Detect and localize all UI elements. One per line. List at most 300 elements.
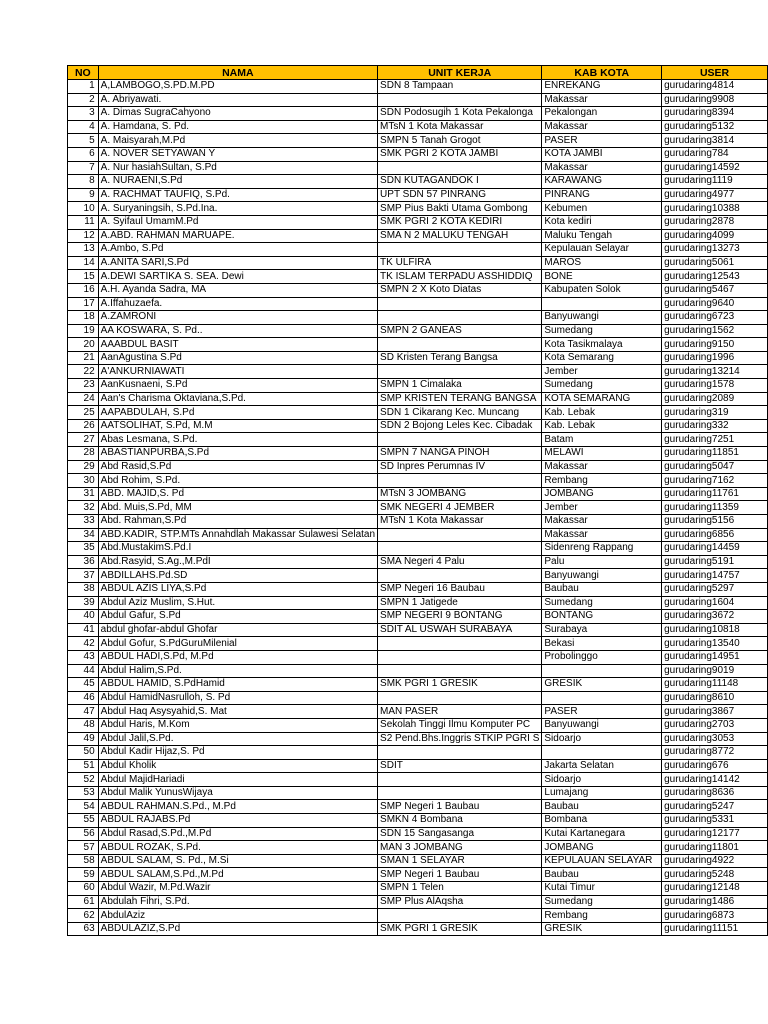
cell-no: 40 — [68, 610, 99, 624]
cell-no: 58 — [68, 854, 99, 868]
cell-no: 35 — [68, 542, 99, 556]
cell-user: gurudaring1578 — [662, 379, 768, 393]
cell-no: 55 — [68, 814, 99, 828]
cell-unit-kerja — [378, 161, 542, 175]
cell-user: gurudaring12177 — [662, 827, 768, 841]
header-kab-kota: KAB KOTA — [542, 66, 662, 80]
cell-no: 26 — [68, 419, 99, 433]
table-row — [68, 501, 768, 515]
cell-unit-kerja: MAN PASER — [378, 705, 542, 719]
cell-user: gurudaring11761 — [662, 487, 768, 501]
cell-nama: ABDUL SALAM, S. Pd., M.Si — [98, 854, 377, 868]
cell-kab-kota: MAROS — [542, 256, 662, 270]
cell-user: gurudaring5297 — [662, 582, 768, 596]
header-no: NO — [68, 66, 99, 80]
cell-user: gurudaring4977 — [662, 188, 768, 202]
table-row — [68, 351, 768, 365]
table-row — [68, 107, 768, 121]
cell-no: 22 — [68, 365, 99, 379]
cell-nama: A.H. Ayanda Sadra, MA — [98, 283, 377, 297]
cell-unit-kerja — [378, 746, 542, 760]
cell-no: 62 — [68, 909, 99, 923]
cell-no: 32 — [68, 501, 99, 515]
cell-kab-kota: KOTA SEMARANG — [542, 392, 662, 406]
cell-no: 15 — [68, 270, 99, 284]
cell-unit-kerja — [378, 338, 542, 352]
cell-nama: Abd. Rahman,S.Pd — [98, 515, 377, 529]
cell-nama: A.ZAMRONI — [98, 311, 377, 325]
cell-kab-kota: Lumajang — [542, 786, 662, 800]
cell-no: 31 — [68, 487, 99, 501]
cell-kab-kota: JOMBANG — [542, 487, 662, 501]
cell-kab-kota: Kepulauan Selayar — [542, 243, 662, 257]
cell-nama: Abd.Rasyid, S.Ag.,M.PdI — [98, 555, 377, 569]
cell-unit-kerja — [378, 474, 542, 488]
cell-nama: Abdul Haq Asysyahid,S. Mat — [98, 705, 377, 719]
table-row — [68, 297, 768, 311]
cell-no: 48 — [68, 718, 99, 732]
cell-user: gurudaring11851 — [662, 447, 768, 461]
cell-nama: A. Nur hasiahSultan, S.Pd — [98, 161, 377, 175]
cell-no: 9 — [68, 188, 99, 202]
cell-user: gurudaring14951 — [662, 650, 768, 664]
cell-unit-kerja: SMKN 4 Bombana — [378, 814, 542, 828]
cell-no: 7 — [68, 161, 99, 175]
cell-nama: Abdul Gafur, S.Pd — [98, 610, 377, 624]
cell-nama: A.DEWI SARTIKA S. SEA. Dewi — [98, 270, 377, 284]
table-row — [68, 229, 768, 243]
cell-user: gurudaring5248 — [662, 868, 768, 882]
cell-unit-kerja: SDIT AL USWAH SURABAYA — [378, 623, 542, 637]
cell-user: gurudaring8394 — [662, 107, 768, 121]
cell-no: 10 — [68, 202, 99, 216]
table-row — [68, 746, 768, 760]
table-row — [68, 854, 768, 868]
cell-nama: A.ANITA SARI,S.Pd — [98, 256, 377, 270]
cell-kab-kota: Makassar — [542, 120, 662, 134]
cell-kab-kota: PINRANG — [542, 188, 662, 202]
cell-kab-kota: Sumedang — [542, 596, 662, 610]
table-row — [68, 786, 768, 800]
cell-no: 11 — [68, 215, 99, 229]
cell-user: gurudaring10818 — [662, 623, 768, 637]
cell-no: 54 — [68, 800, 99, 814]
cell-kab-kota: Kota Semarang — [542, 351, 662, 365]
cell-user: gurudaring12148 — [662, 882, 768, 896]
cell-unit-kerja: SMPN 1 Telen — [378, 882, 542, 896]
cell-nama: ABASTIANPURBA,S.Pd — [98, 447, 377, 461]
cell-nama: A.Ambo, S.Pd — [98, 243, 377, 257]
cell-no: 14 — [68, 256, 99, 270]
cell-nama: A. RACHMAT TAUFIQ, S.Pd. — [98, 188, 377, 202]
cell-unit-kerja: SMP KRISTEN TERANG BANGSA — [378, 392, 542, 406]
cell-no: 36 — [68, 555, 99, 569]
cell-no: 3 — [68, 107, 99, 121]
cell-user: gurudaring9150 — [662, 338, 768, 352]
cell-no: 33 — [68, 515, 99, 529]
cell-unit-kerja — [378, 542, 542, 556]
cell-unit-kerja — [378, 243, 542, 257]
cell-no: 21 — [68, 351, 99, 365]
cell-user: gurudaring9908 — [662, 93, 768, 107]
cell-nama: A. NOVER SETYAWAN Y — [98, 147, 377, 161]
cell-user: gurudaring6723 — [662, 311, 768, 325]
table-row — [68, 909, 768, 923]
cell-user: gurudaring319 — [662, 406, 768, 420]
cell-nama: Abdul Rasad,S.Pd.,M.Pd — [98, 827, 377, 841]
cell-kab-kota: Makassar — [542, 161, 662, 175]
cell-no: 60 — [68, 882, 99, 896]
cell-user: gurudaring14757 — [662, 569, 768, 583]
cell-nama: Abdul Kadir Hijaz,S. Pd — [98, 746, 377, 760]
table-row — [68, 270, 768, 284]
cell-no: 27 — [68, 433, 99, 447]
cell-unit-kerja: S2 Pend.Bhs.Inggris STKIP PGRI S — [378, 732, 542, 746]
cell-no: 57 — [68, 841, 99, 855]
cell-kab-kota: GRESIK — [542, 922, 662, 936]
cell-kab-kota: Jember — [542, 365, 662, 379]
cell-kab-kota: Sumedang — [542, 379, 662, 393]
cell-nama: Abd.MustakimS.Pd.I — [98, 542, 377, 556]
cell-no: 46 — [68, 691, 99, 705]
cell-unit-kerja — [378, 311, 542, 325]
cell-unit-kerja — [378, 773, 542, 787]
cell-nama: A,LAMBOGO,S.PD.M.PD — [98, 80, 377, 94]
header-user: USER — [662, 66, 768, 80]
cell-no: 19 — [68, 324, 99, 338]
cell-nama: Aan's Charisma Oktaviana,S.Pd. — [98, 392, 377, 406]
table-row — [68, 447, 768, 461]
cell-unit-kerja — [378, 664, 542, 678]
cell-no: 28 — [68, 447, 99, 461]
table-row — [68, 528, 768, 542]
cell-user: gurudaring3053 — [662, 732, 768, 746]
cell-user: gurudaring14592 — [662, 161, 768, 175]
cell-no: 44 — [68, 664, 99, 678]
cell-unit-kerja — [378, 297, 542, 311]
table-row — [68, 161, 768, 175]
cell-user: gurudaring2089 — [662, 392, 768, 406]
cell-user: gurudaring4099 — [662, 229, 768, 243]
cell-unit-kerja: SDN 8 Tampaan — [378, 80, 542, 94]
cell-nama: Abas Lesmana, S.Pd. — [98, 433, 377, 447]
cell-no: 37 — [68, 569, 99, 583]
cell-unit-kerja: SMK PGRI 2 KOTA JAMBI — [378, 147, 542, 161]
teacher-table — [67, 65, 768, 936]
cell-kab-kota: Kab. Lebak — [542, 406, 662, 420]
table-row — [68, 610, 768, 624]
cell-no: 59 — [68, 868, 99, 882]
cell-no: 56 — [68, 827, 99, 841]
table-row — [68, 759, 768, 773]
cell-unit-kerja — [378, 433, 542, 447]
cell-unit-kerja — [378, 93, 542, 107]
cell-kab-kota: BONE — [542, 270, 662, 284]
cell-user: gurudaring1604 — [662, 596, 768, 610]
cell-unit-kerja: SMPN 7 NANGA PINOH — [378, 447, 542, 461]
cell-kab-kota: Kutai Timur — [542, 882, 662, 896]
table-row — [68, 922, 768, 936]
table-row — [68, 678, 768, 692]
cell-user: gurudaring5191 — [662, 555, 768, 569]
cell-nama: Abdul Wazir, M.Pd.Wazir — [98, 882, 377, 896]
cell-nama: A. Syifaul UmamM.Pd — [98, 215, 377, 229]
cell-no: 61 — [68, 895, 99, 909]
cell-unit-kerja: SMK PGRI 2 KOTA KEDIRI — [378, 215, 542, 229]
cell-user: gurudaring2703 — [662, 718, 768, 732]
cell-no: 25 — [68, 406, 99, 420]
cell-kab-kota: Sidenreng Rappang — [542, 542, 662, 556]
cell-kab-kota: KOTA JAMBI — [542, 147, 662, 161]
cell-nama: A.Iffahuzaefa. — [98, 297, 377, 311]
cell-unit-kerja: SMP Negeri 1 Baubau — [378, 800, 542, 814]
cell-unit-kerja: SMK NEGERI 4 JEMBER — [378, 501, 542, 515]
cell-user: gurudaring1119 — [662, 175, 768, 189]
cell-no: 23 — [68, 379, 99, 393]
table-row — [68, 392, 768, 406]
cell-unit-kerja: SMP Negeri 16 Baubau — [378, 582, 542, 596]
cell-kab-kota — [542, 746, 662, 760]
table-row — [68, 338, 768, 352]
table-row — [68, 202, 768, 216]
cell-kab-kota: Rembang — [542, 909, 662, 923]
table-row — [68, 515, 768, 529]
header-unit-kerja: UNIT KERJA — [378, 66, 542, 80]
cell-unit-kerja: SMP NEGERI 9 BONTANG — [378, 610, 542, 624]
cell-user: gurudaring332 — [662, 419, 768, 433]
cell-unit-kerja: UPT SDN 57 PINRANG — [378, 188, 542, 202]
cell-kab-kota: PASER — [542, 134, 662, 148]
table-row — [68, 419, 768, 433]
cell-unit-kerja: SDN Podosugih 1 Kota Pekalonga — [378, 107, 542, 121]
table-row — [68, 324, 768, 338]
cell-no: 8 — [68, 175, 99, 189]
cell-kab-kota: Makassar — [542, 528, 662, 542]
cell-kab-kota: Jakarta Selatan — [542, 759, 662, 773]
table-row — [68, 650, 768, 664]
table-row — [68, 474, 768, 488]
cell-unit-kerja: SDN 1 Cikarang Kec. Muncang — [378, 406, 542, 420]
cell-unit-kerja: SMA N 2 MALUKU TENGAH — [378, 229, 542, 243]
cell-user: gurudaring5047 — [662, 460, 768, 474]
cell-unit-kerja — [378, 528, 542, 542]
cell-user: gurudaring1996 — [662, 351, 768, 365]
cell-nama: Abdul Kholik — [98, 759, 377, 773]
cell-nama: ABD. MAJID,S. Pd — [98, 487, 377, 501]
table-row — [68, 827, 768, 841]
table-row — [68, 243, 768, 257]
cell-nama: ABDUL HADI,S.Pd, M.Pd — [98, 650, 377, 664]
cell-kab-kota: Makassar — [542, 515, 662, 529]
cell-nama: A. Maisyarah,M.Pd — [98, 134, 377, 148]
cell-kab-kota: Sidoarjo — [542, 732, 662, 746]
cell-user: gurudaring12543 — [662, 270, 768, 284]
cell-unit-kerja: SMPN 2 GANEAS — [378, 324, 542, 338]
cell-no: 29 — [68, 460, 99, 474]
cell-nama: Abdul Jalil,S.Pd. — [98, 732, 377, 746]
cell-nama: Abdul Malik YunusWijaya — [98, 786, 377, 800]
cell-no: 50 — [68, 746, 99, 760]
cell-unit-kerja: SMPN 2 X Koto Diatas — [378, 283, 542, 297]
cell-user: gurudaring5132 — [662, 120, 768, 134]
cell-kab-kota: Sidoarjo — [542, 773, 662, 787]
cell-no: 45 — [68, 678, 99, 692]
cell-user: gurudaring8772 — [662, 746, 768, 760]
cell-unit-kerja: TK ISLAM TERPADU ASSHIDDIQ — [378, 270, 542, 284]
cell-no: 41 — [68, 623, 99, 637]
cell-user: gurudaring9640 — [662, 297, 768, 311]
table-row — [68, 311, 768, 325]
cell-user: gurudaring4814 — [662, 80, 768, 94]
cell-nama: ABDUL ROZAK, S.Pd. — [98, 841, 377, 855]
cell-kab-kota: Baubau — [542, 800, 662, 814]
cell-user: gurudaring5331 — [662, 814, 768, 828]
cell-unit-kerja: MTsN 3 JOMBANG — [378, 487, 542, 501]
cell-kab-kota: Baubau — [542, 868, 662, 882]
table-row — [68, 596, 768, 610]
cell-user: gurudaring8636 — [662, 786, 768, 800]
cell-user: gurudaring784 — [662, 147, 768, 161]
table-row — [68, 433, 768, 447]
table-row — [68, 487, 768, 501]
cell-kab-kota: KARAWANG — [542, 175, 662, 189]
cell-nama: ABDILLAHS.Pd.SD — [98, 569, 377, 583]
cell-no: 20 — [68, 338, 99, 352]
cell-user: gurudaring3672 — [662, 610, 768, 624]
table-row — [68, 93, 768, 107]
cell-nama: ABDUL AZIS LIYA,S.Pd — [98, 582, 377, 596]
table-row — [68, 882, 768, 896]
header-row — [68, 66, 768, 80]
cell-nama: abdul ghofar-abdul Ghofar — [98, 623, 377, 637]
table-row — [68, 188, 768, 202]
cell-unit-kerja: SDN KUTAGANDOK I — [378, 175, 542, 189]
cell-no: 51 — [68, 759, 99, 773]
cell-kab-kota — [542, 297, 662, 311]
cell-unit-kerja: SMP Negeri 1 Baubau — [378, 868, 542, 882]
cell-kab-kota: Bombana — [542, 814, 662, 828]
cell-nama: A.ABD. RAHMAN MARUAPE. — [98, 229, 377, 243]
cell-nama: AATSOLIHAT, S.Pd, M.M — [98, 419, 377, 433]
cell-unit-kerja: SMK PGRI 1 GRESIK — [378, 922, 542, 936]
cell-user: gurudaring1562 — [662, 324, 768, 338]
cell-unit-kerja — [378, 691, 542, 705]
cell-kab-kota: Banyuwangi — [542, 718, 662, 732]
cell-kab-kota: Kabupaten Solok — [542, 283, 662, 297]
cell-no: 49 — [68, 732, 99, 746]
table-row — [68, 569, 768, 583]
cell-nama: AbdulAziz — [98, 909, 377, 923]
cell-no: 24 — [68, 392, 99, 406]
cell-kab-kota: Banyuwangi — [542, 569, 662, 583]
cell-user: gurudaring9019 — [662, 664, 768, 678]
cell-no: 12 — [68, 229, 99, 243]
cell-no: 17 — [68, 297, 99, 311]
cell-unit-kerja — [378, 637, 542, 651]
cell-kab-kota: JOMBANG — [542, 841, 662, 855]
cell-unit-kerja — [378, 569, 542, 583]
table-row — [68, 705, 768, 719]
cell-nama: A. Abriyawati. — [98, 93, 377, 107]
table-body — [68, 80, 768, 936]
cell-user: gurudaring14459 — [662, 542, 768, 556]
table-row — [68, 732, 768, 746]
cell-user: gurudaring11151 — [662, 922, 768, 936]
table-row — [68, 664, 768, 678]
cell-no: 63 — [68, 922, 99, 936]
cell-unit-kerja: SD Kristen Terang Bangsa — [378, 351, 542, 365]
cell-unit-kerja: SMP Pius Bakti Utama Gombong — [378, 202, 542, 216]
cell-no: 2 — [68, 93, 99, 107]
cell-user: gurudaring4922 — [662, 854, 768, 868]
cell-nama: Abd Rohim, S.Pd. — [98, 474, 377, 488]
cell-kab-kota: Jember — [542, 501, 662, 515]
cell-kab-kota: Makassar — [542, 460, 662, 474]
cell-user: gurudaring676 — [662, 759, 768, 773]
cell-nama: Abdul HamidNasrulloh, S. Pd — [98, 691, 377, 705]
cell-kab-kota: Maluku Tengah — [542, 229, 662, 243]
cell-unit-kerja: SDN 15 Sangasanga — [378, 827, 542, 841]
cell-nama: ABDUL RAHMAN.S.Pd., M.Pd — [98, 800, 377, 814]
cell-unit-kerja: SMPN 5 Tanah Grogot — [378, 134, 542, 148]
cell-no: 43 — [68, 650, 99, 664]
cell-kab-kota: Sumedang — [542, 895, 662, 909]
cell-unit-kerja: Sekolah Tinggi Ilmu Komputer PC — [378, 718, 542, 732]
table-row — [68, 800, 768, 814]
cell-nama: ABD.KADIR, STP.MTs Annahdlah Makassar Sulawesi Selatan — [98, 528, 377, 542]
cell-unit-kerja: SMA Negeri 4 Palu — [378, 555, 542, 569]
cell-unit-kerja: SDIT — [378, 759, 542, 773]
cell-user: gurudaring8610 — [662, 691, 768, 705]
cell-user: gurudaring5156 — [662, 515, 768, 529]
cell-no: 6 — [68, 147, 99, 161]
table-row — [68, 718, 768, 732]
cell-user: gurudaring11148 — [662, 678, 768, 692]
cell-no: 42 — [68, 637, 99, 651]
cell-kab-kota — [542, 691, 662, 705]
cell-nama: A. Hamdana, S. Pd. — [98, 120, 377, 134]
cell-user: gurudaring6873 — [662, 909, 768, 923]
cell-kab-kota: Bekasi — [542, 637, 662, 651]
cell-unit-kerja: MAN 3 JOMBANG — [378, 841, 542, 855]
table-row — [68, 841, 768, 855]
table-row — [68, 582, 768, 596]
table-row — [68, 895, 768, 909]
cell-user: gurudaring7251 — [662, 433, 768, 447]
table-row — [68, 542, 768, 556]
table-row — [68, 120, 768, 134]
cell-nama: Abdul Haris, M.Kom — [98, 718, 377, 732]
cell-kab-kota: Makassar — [542, 93, 662, 107]
cell-kab-kota: Rembang — [542, 474, 662, 488]
cell-kab-kota: Kebumen — [542, 202, 662, 216]
cell-nama: A. Suryaningsih, S.Pd.Ina. — [98, 202, 377, 216]
cell-no: 52 — [68, 773, 99, 787]
table-row — [68, 256, 768, 270]
table-row — [68, 460, 768, 474]
cell-nama: Abd Rasid,S.Pd — [98, 460, 377, 474]
cell-kab-kota: KEPULAUAN SELAYAR — [542, 854, 662, 868]
cell-kab-kota: Pekalongan — [542, 107, 662, 121]
cell-kab-kota: Batam — [542, 433, 662, 447]
cell-user: gurudaring3814 — [662, 134, 768, 148]
cell-kab-kota: Kutai Kartanegara — [542, 827, 662, 841]
cell-no: 38 — [68, 582, 99, 596]
table-row — [68, 134, 768, 148]
cell-unit-kerja: SMK PGRI 1 GRESIK — [378, 678, 542, 692]
cell-kab-kota: GRESIK — [542, 678, 662, 692]
cell-no: 47 — [68, 705, 99, 719]
